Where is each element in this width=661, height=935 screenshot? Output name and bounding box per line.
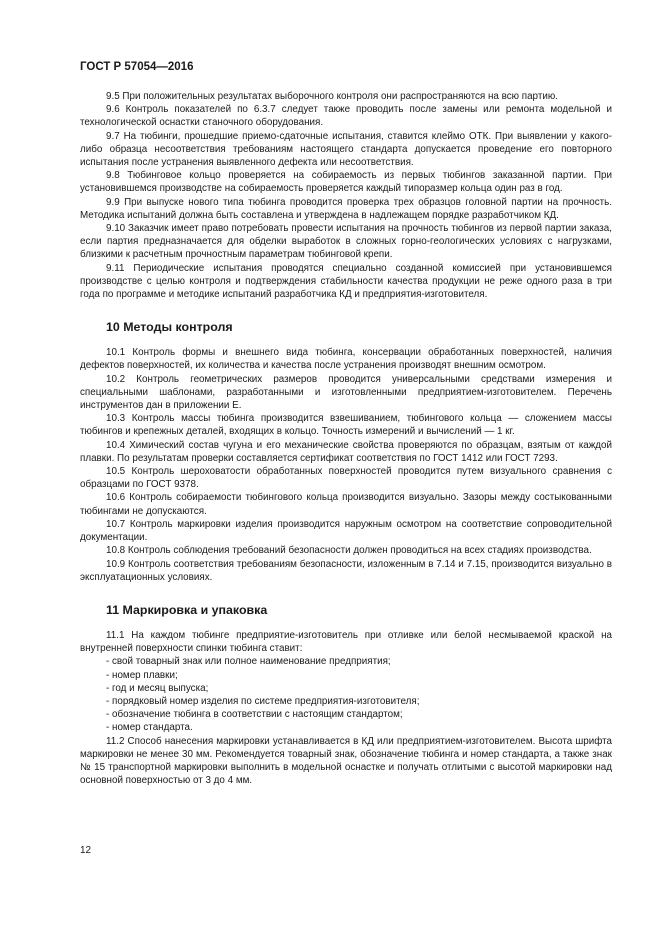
list-item: - свой товарный знак или полное наименование предприятия; [106,656,391,668]
paragraph: 10.7 Контроль маркировки изделия производится наружным осмотром на соответствие сопроводительной документации. [80,518,612,544]
list-item: - обозначение тюбинга в соответствии с настоящим стандартом; [106,709,403,721]
paragraph: 10.3 Контроль массы тюбинга производится взвешиванием, тюбингового кольца — сложением массы тюбингов и крепежных деталей, входящих в кольцо. Точность измерений и вычислений — 1 кг. [80,413,612,438]
paragraph: 9.8 Тюбинговое кольцо проверяется на собираемость из первых тюбингов заказанной партии. При установившемся производстве на собираемость проверяется каждый типоразмер кольца один раз в год. [80,170,612,195]
paragraph: 10.1 Контроль формы и внешнего вида тюбинга, консервации обработанных поверхностей, наличия дефектов поверхностей, их количества и качества после устранения производят внешним осмотром. [80,347,612,372]
paragraph: 10.4 Химический состав чугуна и его механические свойства проверяются по образцам, взятым от каждой плавки. По результатам проверки составляется сертификат соответствия по ГОСТ 1412 или ГОСТ 7293. [80,439,612,464]
paragraph: 9.7 На тюбинги, прошедшие приемо-сдаточные испытания, ставится клеймо ОТК. При выявлении у какого-либо образца несоответствия требованиям настоящего стандарта допускается проведение его повторного испытания после устранения выявленного дефекта или несоответствия. [80,130,612,169]
paragraph: 11.1 На каждом тюбинге предприятие-изготовитель при отливке или белой несмываемой краской на внутренней поверхности спинки тюбинга ставит: [80,629,612,655]
paragraph: 10.5 Контроль шероховатости обработанных поверхностей проводится путем визуального сравнения с образцами по ГОСТ 9378. [80,466,612,491]
section-heading: 11 Маркировка и упаковка [106,602,268,617]
paragraph: 10.8 Контроль соблюдения требований безопасности должен проводиться на всех стадиях производства. [106,545,592,557]
list-item: - порядковый номер изделия по системе предприятия-изготовителя; [106,695,420,707]
standard-header: ГОСТ Р 57054—2016 [80,61,194,73]
paragraph: 10.9 Контроль соответствия требованиям безопасности, изложенным в 7.14 и 7.15, производится визуально в эксплуатационных условиях. [80,558,612,583]
page-number: 12 [80,845,92,856]
paragraph: 9.5 При положительных результатах выборочного контроля они распространяются на всю партию. [106,91,558,102]
paragraph: 9.6 Контроль показателей по 6.3.7 следует также проводить после замены или ремонта модельной и технологической оснастки станочного оборудования. [80,104,612,129]
section-heading: 10 Методы контроля [106,320,233,335]
paragraph: 10.6 Контроль собираемости тюбингового кольца производится визуально. Зазоры между состыкованными тюбингами не допускаются. [80,492,612,517]
paragraph: 9.11 Периодические испытания проводятся специально созданной комиссией при установившемся производстве с целью контроля и подтверждения стабильности качества продукции не реже одного раза в три года по программе и методике испытаний разработчика КД и предприятия-изготовителя. [80,262,612,301]
paragraph: 11.2 Способ нанесения маркировки устанавливается в КД или предприятием-изготовителем. Высота шрифта маркировки не менее 30 мм. Рекомендуется товарный знак, обозначение тюбинга и номер стандарта, а также знак № 15 транспортной маркировки выполнить в модельной оснастке и получать отлитыми с высотой маркировки над основной поверхностью от 3 до 4 мм. [80,735,612,787]
list-item: - год и месяц выпуска; [106,682,209,694]
document-body [80,90,612,787]
list-item: - номер стандарта. [106,722,193,734]
paragraph: 9.9 При выпуске нового типа тюбинга проводится проверка трех образцов головной партии на прочность. Методика испытаний должна быть составлена и утверждена в надлежащем порядке разработчиком КД. [80,196,612,221]
paragraph: 10.2 Контроль геометрических размеров проводится универсальными средствами измерения и специальными шаблонами, разработанными и изготовленными предприятием-изготовителем. Перечень инструментов дан в приложении Е. [80,373,612,412]
paragraph: 9.10 Заказчик имеет право потребовать провести испытания на прочность тюбингов из первой партии заказа, если партия предназначается для обделки выработок в сложных горно-геологических условиях с нагрузками, близкими к расчетным прочностным параметрам тюбинговой крепи. [80,223,612,261]
list-item: - номер плавки; [106,669,178,681]
